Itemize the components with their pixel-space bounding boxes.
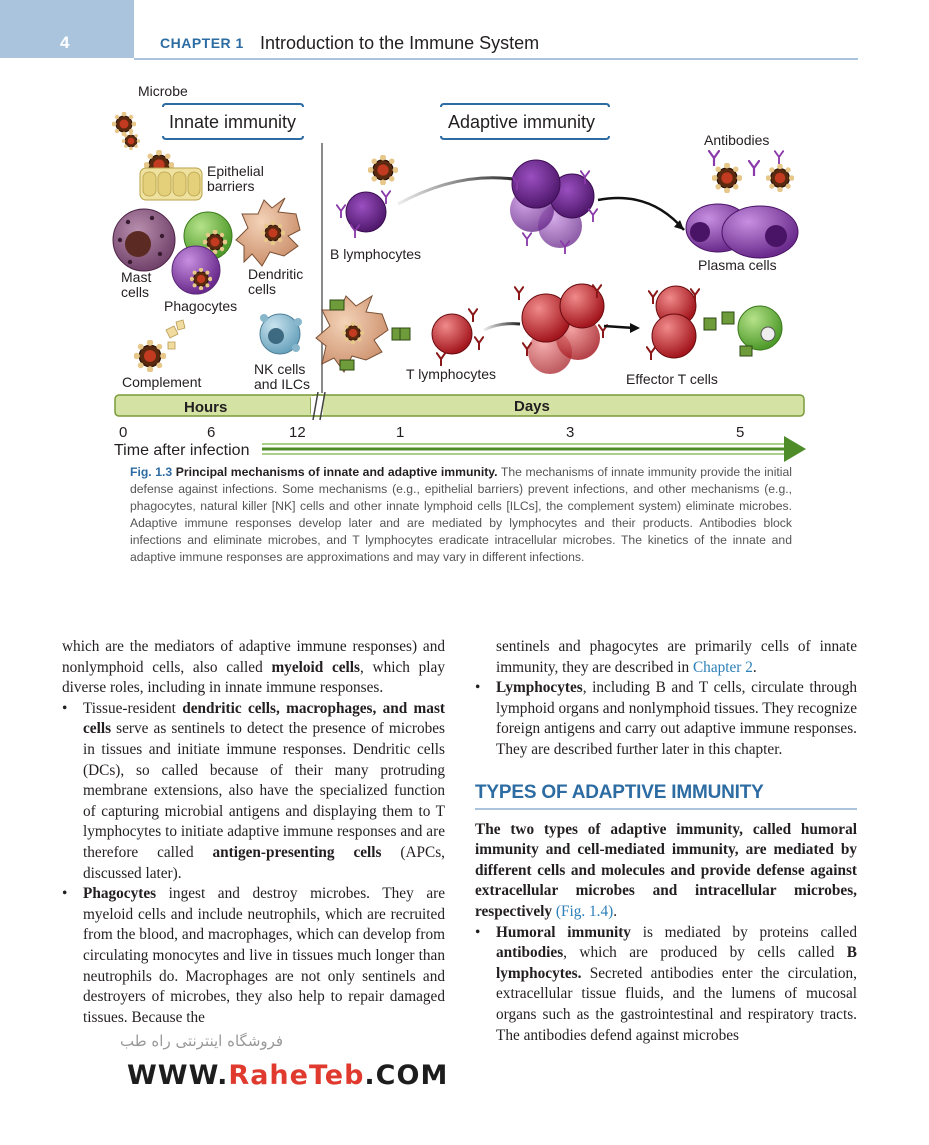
b-lymphocytes-label: B lymphocytes [330, 246, 422, 262]
caption-label: Fig. 1.3 [130, 465, 173, 479]
tick-day-1: 1 [396, 424, 405, 441]
watermark-persian: فروشگاه اینترنتی راه طب [120, 1032, 284, 1050]
epithelial-label-line2: barriers [207, 178, 255, 194]
dendritic-cell-icon [236, 198, 300, 266]
innate-immunity-title: Innate immunity [169, 112, 297, 132]
list-item: • Humoral immunity is mediated by proteins called antibodies, which are produced by cells called B lymphocytes. Secreted antibodies enter the circulation, extracellular tissue fluids, and the lumens of mucosal organs such as the gastrointestinal and respiratory tracts. The antibodies defend against microbes [475, 923, 857, 1047]
nk-cells-label-line1: NK cells [254, 361, 306, 377]
t-lymphocyte-icon [400, 309, 483, 366]
caption-text: The mechanisms of innate immunity provide the initial defense against infections. Some mechanisms (e.g., epithelial barriers) prevent infections, and other mechanisms (e.g., phagocytes, natural killer [NK] cells and other innate lymphoid cells [ILCs], the complement system) eliminate microbes. Adaptive immune responses develop later and are mediated by lymphocytes and their products. Antibodies block infections and eliminate microbes, and T lymphocytes eradicate intracellular microbes. The kinetics of the innate and adaptive immune responses are approximations and may vary in different infections. [130, 465, 792, 564]
page-number: 4 [60, 33, 70, 52]
tick-6: 6 [207, 424, 216, 441]
t-lymphocytes-label: T lymphocytes [406, 366, 496, 382]
phagocytes-label: Phagocytes [164, 298, 238, 314]
figure-caption [130, 464, 792, 566]
paragraph: which are the mediators of adaptive immune responses) and nonlymphoid cells, also called myeloid cells, which play diverse roles, including in innate immune responses. [62, 638, 445, 697]
phagocyte-icon [172, 212, 232, 294]
effector-t-cells-label: Effector T cells [626, 371, 718, 387]
dendritic-cells-label-line2: cells [248, 281, 277, 297]
dendritic-cells-label-line1: Dendritic [248, 266, 304, 282]
chapter-title: Introduction to the Immune System [260, 33, 540, 53]
time-axis-label: Time after infection [114, 442, 250, 459]
t-cell-proliferation-icon [515, 284, 607, 374]
watermark-brand: RaheTeb [228, 1060, 365, 1091]
b-lymphocyte-icon [337, 155, 399, 238]
epithelial-label-line1: Epithelial [207, 163, 264, 179]
caption-title: Principal mechanisms of innate and adaptive immunity. [175, 465, 498, 479]
antigen-presenting-cell-icon [316, 296, 408, 372]
nk-cells-label-line2: and ILCs [254, 376, 311, 392]
hours-label: Hours [184, 399, 228, 416]
paragraph: The two types of adaptive immunity, called humoral immunity and cell-mediated immunity, are mediated by different cells and molecules and provide defense against extracellular microbes and intracellular microbes, respectively (Fig. 1.4). [475, 820, 857, 920]
tick-day-5: 5 [736, 424, 745, 441]
complement-icon [133, 320, 185, 373]
watermark [127, 1060, 448, 1091]
watermark-suffix: .COM [364, 1060, 449, 1091]
mast-cell-icon [113, 209, 175, 271]
plasma-cells-icon [686, 204, 798, 258]
mast-cells-label-line1: Mast [121, 269, 152, 285]
adaptive-immunity-title: Adaptive immunity [448, 112, 596, 132]
effector-t-cells-icon [647, 286, 782, 360]
section-heading: TYPES OF ADAPTIVE IMMUNITY [475, 781, 764, 803]
chapter-label: CHAPTER 1 [160, 35, 244, 51]
microbe-label: Microbe [138, 83, 188, 99]
chapter-2-link[interactable]: Chapter 2 [692, 658, 753, 676]
microbe-icon [112, 112, 137, 137]
mast-cells-label-line2: cells [121, 284, 150, 300]
list-item: • Tissue-resident dendritic cells, macrophages, and mast cells serve as sentinels to detect the presence of microbes in tissues and initiate immune responses. Dendritic cells (DCs), so called because of their many protruding membrane extensions, also have the specialized function of capturing microbial antigens and displaying them to T lymphocytes to initiate adaptive immune responses and are therefore called antigen-presenting cells (APCs, discussed later). [62, 699, 445, 884]
plasma-cells-label: Plasma cells [698, 257, 777, 273]
left-column [62, 637, 445, 1028]
time-axis-arrow [262, 436, 806, 462]
right-column [475, 637, 857, 1046]
days-label: Days [514, 398, 550, 415]
list-item: • Phagocytes ingest and destroy microbes. They are myeloid cells and include neutrophils, which are recruited from the blood, and macrophages, which can develop from circulating monocytes and live in tissues much longer than neutrophils do. Macrophages are not only sentinels and destroyers of microbes, they also help to repair damaged tissues. Because the [62, 884, 445, 1028]
fig-1-4-link[interactable]: (Fig. 1.4) [555, 902, 614, 920]
tick-day-3: 3 [566, 424, 575, 441]
list-item: • Lymphocytes, including B and T cells, circulate through lymphoid organs and nonlymphoid tissues. They recognize foreign antigens and carry out adaptive immune responses. They are described further later in this chapter. [475, 678, 857, 760]
antibody-microbe-icon [709, 151, 794, 194]
epithelial-barrier-icon [140, 168, 202, 200]
nk-cell-icon [260, 314, 302, 354]
b-cell-proliferation-icon [510, 160, 597, 254]
tick-0: 0 [119, 424, 128, 441]
section-rule [475, 808, 857, 810]
antibodies-label: Antibodies [704, 132, 770, 148]
figure-illustration [0, 60, 929, 470]
paragraph: sentinels and phagocytes are primarily cells of innate immunity, they are described in Chapter 2. [496, 638, 857, 676]
complement-label: Complement [122, 374, 202, 390]
watermark-prefix: WWW. [127, 1060, 229, 1091]
tick-12: 12 [289, 424, 306, 441]
